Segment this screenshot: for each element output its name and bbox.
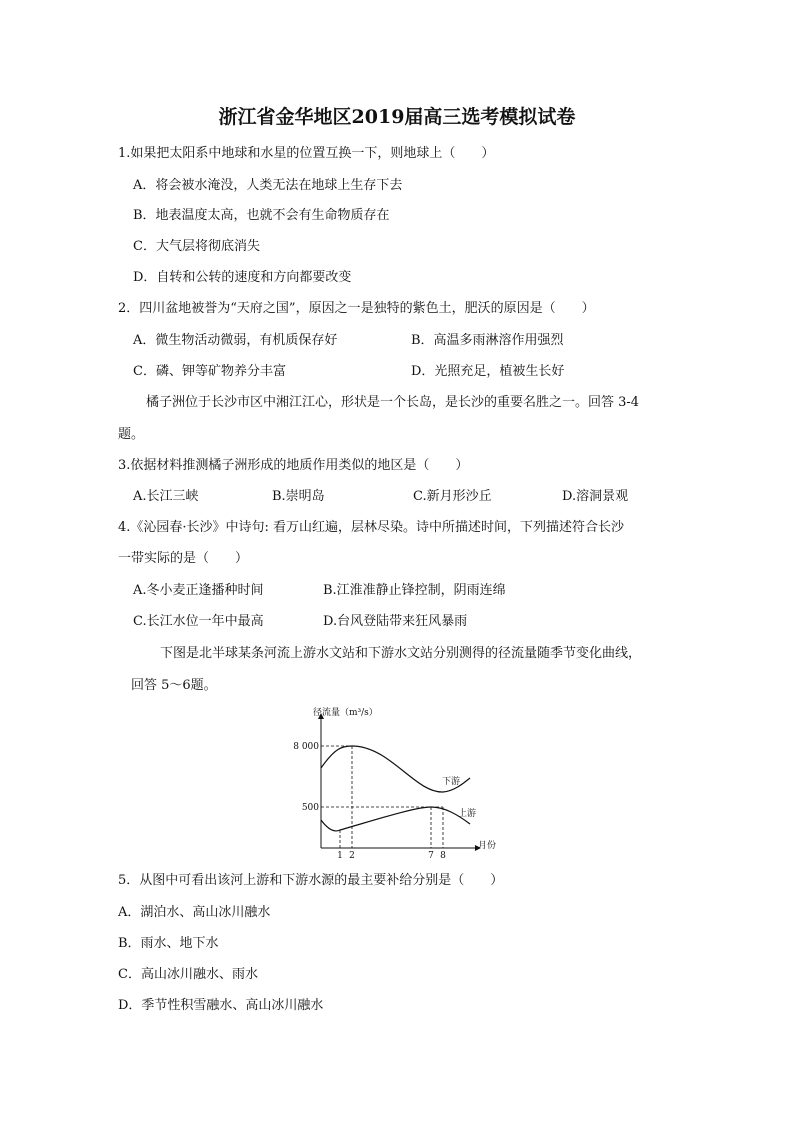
q5-option-a: A．湖泊水、高山冰川融水 [118, 905, 271, 920]
x-tick-label-8: 8 [440, 851, 446, 860]
x-axis-label: 月份 [478, 841, 497, 851]
q4-option-d: D.台风登陆带来狂风暴雨 [323, 614, 468, 629]
q4-stem-line1: 4.《沁园春·长沙》中诗句: 看万山红遍，层林尽染。诗中所描述时间，下列描述符合长沙 [118, 520, 625, 535]
q2-option-b: B．高温多雨淋溶作用强烈 [411, 333, 564, 348]
q1-option-b: B．地表温度太高，也就不会有生命物质存在 [133, 208, 390, 223]
q5-stem: 5．从图中可看出该河上游和下游水源的最主要补给分别是（ ） [118, 873, 504, 888]
q4-option-b: B.江淮准静止锋控制，阴雨连绵 [323, 583, 506, 598]
q2-option-d: D．光照充足，植被生长好 [411, 364, 565, 379]
q1-stem: 1.如果把太阳系中地球和水星的位置互换一下，则地球上（ ） [118, 146, 495, 161]
y-tick-label-500: 500 [301, 803, 319, 813]
y-tick-label-8000: 8 000 [293, 742, 319, 752]
passage-3-4-line2: 题。 [118, 427, 145, 442]
q4-option-c: C.长江水位一年中最高 [133, 614, 264, 629]
q3-option-c: C.新月形沙丘 [413, 489, 492, 504]
x-tick-label-1: 1 [337, 851, 343, 860]
x-tick-label-2: 2 [349, 851, 355, 860]
runoff-chart [280, 700, 520, 860]
series-label-upstream: 上游 [458, 809, 477, 819]
y-axis-label: 径流量（m³/s） [313, 708, 378, 718]
q3-option-a: A.长江三峡 [133, 489, 199, 504]
upstream-curve [321, 807, 470, 831]
q5-option-b: B．雨水、地下水 [118, 936, 219, 951]
q1-option-c: C．大气层将彻底消失 [133, 239, 260, 254]
q4-option-a: A.冬小麦正逢播种时间 [133, 583, 264, 598]
exam-title: 浙江省金华地区2019届高三选考模拟试卷 [218, 106, 576, 128]
q3-stem: 3.依据材料推测橘子洲形成的地质作用类似的地区是（ ） [118, 458, 469, 473]
series-label-downstream: 下游 [442, 777, 461, 787]
q1-option-a: A．将会被水淹没，人类无法在地球上生存下去 [133, 178, 403, 193]
q3-option-b: B.崇明岛 [272, 489, 325, 504]
q4-stem-line2: 一带实际的是（ ） [118, 551, 249, 566]
q2-option-a: A．微生物活动微弱，有机质保存好 [133, 333, 338, 348]
q1-option-d: D．自转和公转的速度和方向都要改变 [133, 270, 352, 285]
passage-3-4-line1: 橘子洲位于长沙市区中湘江江心，形状是一个长岛，是长沙的重要名胜之一。回答 3-4 [146, 395, 640, 410]
passage-5-6-line2: 回答 5～6题。 [131, 678, 217, 693]
q5-option-d: D．季节性积雪融水、高山冰川融水 [118, 998, 324, 1013]
q3-option-d: D.溶洞景观 [562, 489, 629, 504]
passage-5-6-line1: 下图是北半球某条河流上游水文站和下游水文站分别测得的径流量随季节变化曲线， [160, 646, 642, 661]
q2-stem: 2．四川盆地被誉为“天府之国”，原因之一是独特的紫色土，肥沃的原因是（ ） [118, 301, 595, 316]
q2-option-c: C．磷、钾等矿物养分丰富 [133, 364, 286, 379]
x-tick-label-7: 7 [428, 851, 434, 860]
q5-option-c: C．高山冰川融水、雨水 [118, 967, 258, 982]
